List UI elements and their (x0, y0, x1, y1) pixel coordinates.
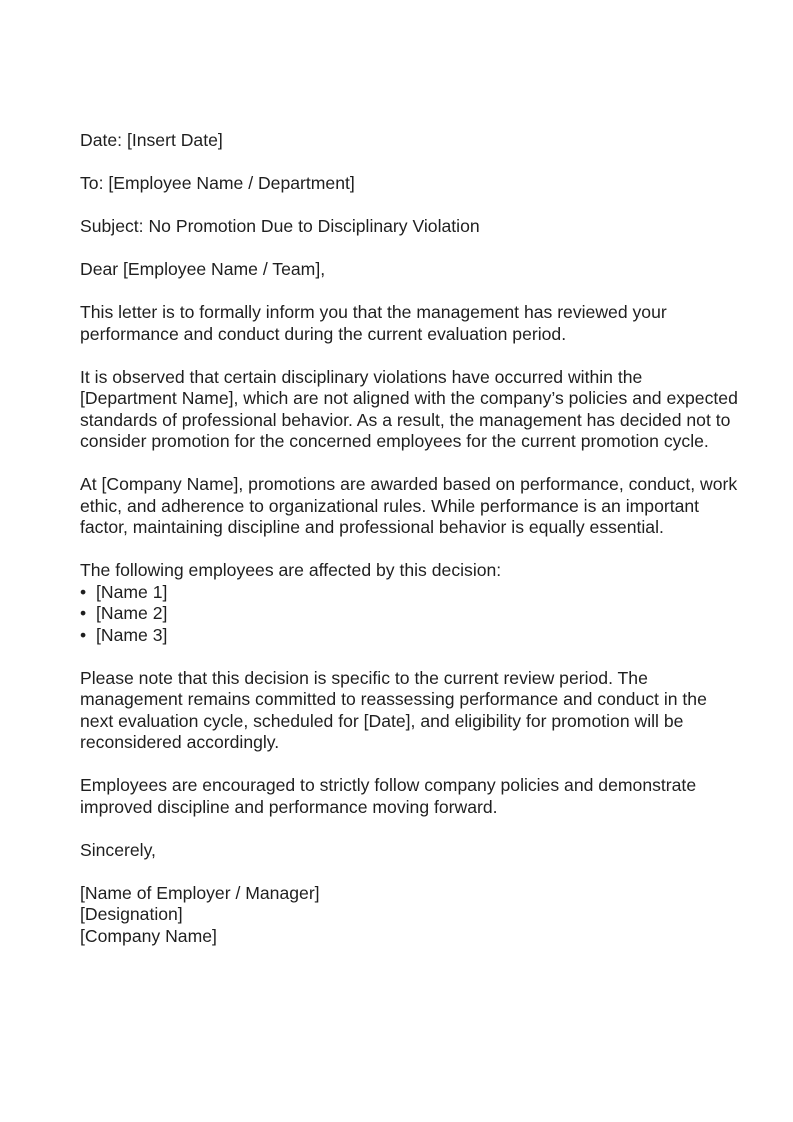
employee-name: [Name 3] (96, 624, 168, 645)
affected-intro: The following employees are affected by this decision: (80, 560, 502, 580)
recipient-line: To: [Employee Name / Department] (80, 173, 355, 193)
salutation: Dear [Employee Name / Team], (80, 259, 326, 279)
paragraph-encouragement: Employees are encouraged to strictly follow company policies and demonstrate improved discipline and performance moving forward. (80, 775, 697, 817)
employee-name: [Name 1] (96, 581, 168, 602)
closing: Sincerely, (80, 839, 156, 860)
paragraph-review-note: Please note that this decision is specific to the current review period. The management remains committed to reassessing performance and conduct in the next evaluation cycle, scheduled for [Date], and eligibility for promotion will be reconsidered accordingly. (80, 667, 707, 752)
paragraph-policy: At [Company Name], promotions are awarded based on performance, conduct, work ethic, and adherence to organizational rules. While performance is an important factor, maintaining discipline and professional behavior is equally essential. (80, 474, 738, 537)
subject-line: Subject: No Promotion Due to Disciplinary Violation (80, 216, 480, 236)
paragraph-observation: It is observed that certain disciplinary violations have occurred within the [Department Name], which are not aligned with the company’s policies and expected standards of professional behavior. As a result, the management has decided not to consider promotion for the concerned employees for the current promotion cycle. (80, 366, 738, 451)
letter-body (80, 130, 740, 947)
signature-name: [Name of Employer / Manager] (80, 882, 320, 903)
list-item (80, 625, 740, 647)
date-line: Date: [Insert Date] (80, 130, 223, 150)
employee-name: [Name 2] (96, 603, 168, 623)
paragraph-intro: This letter is to formally inform you that the management has reviewed your performance and conduct during the current evaluation period. (80, 302, 667, 344)
signature-company: [Company Name] (80, 925, 217, 946)
affected-employee-list (80, 582, 740, 647)
signature-designation: [Designation] (80, 904, 183, 924)
list-item (80, 582, 740, 604)
list-item (80, 603, 740, 625)
